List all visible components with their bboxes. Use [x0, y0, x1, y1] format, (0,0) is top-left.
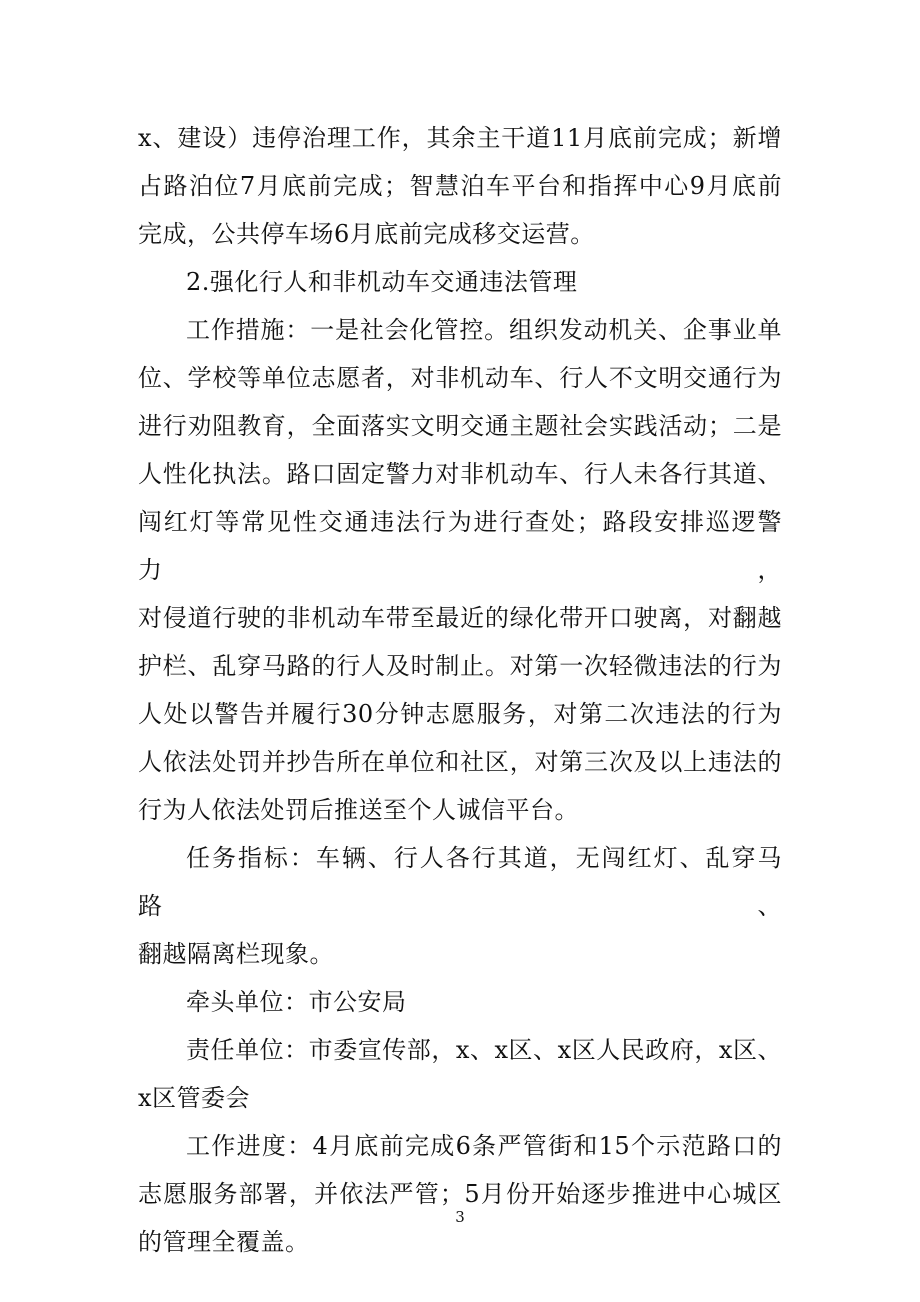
- document-body: [138, 114, 782, 1266]
- lead-unit: 牵头单位：市公安局: [186, 988, 407, 1016]
- measures-line-9: 人依法处罚并抄告所在单位和社区，对第三次及以上违法的: [138, 748, 782, 776]
- measures-line-6: 对侵道行驶的非机动车带至最近的绿化带开口驶离，对翻越: [138, 604, 782, 632]
- targets-line-2: 翻越隔离栏现象。: [138, 940, 334, 968]
- measures-line-5: 闯红灯等常见性交通违法行为进行查处；路段安排巡逻警力，: [138, 508, 782, 584]
- progress-line-1: 工作进度：4月底前完成6条严管街和15个示范路口的: [186, 1132, 782, 1160]
- measures-line-1: 工作措施：一是社会化管控。组织发动机关、企事业单: [186, 316, 782, 344]
- responsible-line-2: x区管委会: [138, 1084, 251, 1112]
- measures-line-8: 人处以警告并履行30分钟志愿服务，对第二次违法的行为: [138, 700, 782, 728]
- section-heading: 2.强化行人和非机动车交通违法管理: [186, 268, 578, 296]
- measures-line-2: 位、学校等单位志愿者，对非机动车、行人不文明交通行为: [138, 364, 782, 392]
- paragraph-1-line-3: 完成，公共停车场6月底前完成移交运营。: [138, 220, 595, 248]
- paragraph-1-line-2: 占路泊位7月底前完成；智慧泊车平台和指挥中心9月底前: [138, 172, 782, 200]
- measures-line-4: 人性化执法。路口固定警力对非机动车、行人未各行其道、: [138, 460, 782, 488]
- progress-line-3: 的管理全覆盖。: [138, 1228, 310, 1256]
- measures-line-3: 进行劝阻教育，全面落实文明交通主题社会实践活动；二是: [138, 412, 782, 440]
- progress-line-2: 志愿服务部署，并依法严管；5月份开始逐步推进中心城区: [138, 1180, 782, 1208]
- page-number: 3: [455, 1208, 465, 1226]
- measures-line-7: 护栏、乱穿马路的行人及时制止。对第一次轻微违法的行为: [138, 652, 782, 680]
- targets-line-1: 任务指标：车辆、行人各行其道，无闯红灯、乱穿马路、: [138, 844, 782, 920]
- responsible-line-1: 责任单位：市委宣传部，x、x区、x区人民政府，x区、: [186, 1036, 782, 1064]
- measures-line-10: 行为人依法处罚后推送至个人诚信平台。: [138, 796, 579, 824]
- paragraph-1-line-1: x、建设）违停治理工作，其余主干道11月底前完成；新增: [138, 124, 782, 152]
